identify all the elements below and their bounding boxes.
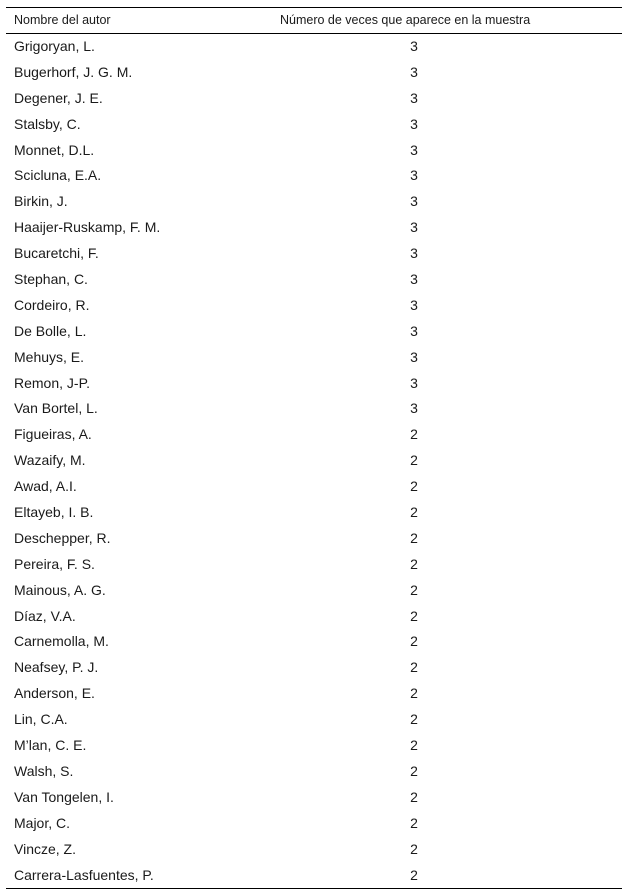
author-name: Van Tongelen, I.	[14, 788, 114, 805]
appearance-count: 3	[410, 296, 418, 313]
author-name: Mehuys, E.	[14, 348, 85, 365]
appearance-count: 3	[410, 271, 418, 288]
table-row	[6, 422, 622, 448]
author-name: Lin, C.A.	[14, 711, 68, 728]
appearance-count: 3	[410, 167, 418, 184]
table-row	[6, 319, 622, 345]
author-name: Pereira, F. S.	[14, 555, 95, 572]
table-row	[6, 811, 622, 837]
table-body	[6, 34, 622, 888]
table-row	[6, 707, 622, 733]
table-row	[6, 163, 622, 189]
table-row	[6, 448, 622, 474]
table-row	[6, 293, 622, 319]
author-name: Van Bortel, L.	[14, 400, 98, 417]
appearance-count: 3	[410, 115, 418, 132]
appearance-count: 3	[410, 245, 418, 262]
table-row	[6, 189, 622, 215]
author-name: Stalsby, C.	[14, 115, 81, 132]
appearance-count: 3	[410, 38, 418, 54]
appearance-count: 2	[410, 633, 418, 650]
header-author-name: Nombre del autor	[14, 13, 111, 27]
table-row	[6, 863, 622, 889]
author-name: Monnet, D.L.	[14, 141, 95, 158]
table-row	[6, 371, 622, 397]
appearance-count: 2	[410, 555, 418, 572]
author-name: Carnemolla, M.	[14, 633, 109, 650]
appearance-count: 3	[410, 374, 418, 391]
appearance-count: 2	[410, 685, 418, 702]
author-name: Mainous, A. G.	[14, 581, 106, 598]
table-row	[6, 681, 622, 707]
table-row	[6, 655, 622, 681]
table-row	[6, 604, 622, 630]
author-name: Díaz, V.A.	[14, 607, 76, 624]
appearance-count: 2	[410, 426, 418, 443]
author-name: Neafsey, P. J.	[14, 659, 99, 676]
table-row	[6, 578, 622, 604]
appearance-count: 2	[410, 478, 418, 495]
author-name: Degener, J. E.	[14, 89, 103, 106]
appearance-count: 2	[410, 581, 418, 598]
table-row	[6, 215, 622, 241]
appearance-count: 2	[410, 529, 418, 546]
appearance-count: 2	[410, 659, 418, 676]
author-name: Awad, A.I.	[14, 478, 77, 495]
table-row	[6, 60, 622, 86]
appearance-count: 2	[410, 607, 418, 624]
table-row	[6, 785, 622, 811]
author-name: Grigoryan, L.	[14, 38, 95, 54]
table-row	[6, 138, 622, 164]
appearance-count: 3	[410, 141, 418, 158]
author-name: Scicluna, E.A.	[14, 167, 102, 184]
table-row	[6, 552, 622, 578]
author-name: Walsh, S.	[14, 762, 74, 779]
table-row	[6, 267, 622, 293]
appearance-count: 2	[410, 711, 418, 728]
author-name: Vincze, Z.	[14, 840, 76, 857]
author-name: Remon, J-P.	[14, 374, 90, 391]
table-row	[6, 526, 622, 552]
appearance-count: 3	[410, 322, 418, 339]
appearance-count: 2	[410, 840, 418, 857]
table-row	[6, 241, 622, 267]
author-name: Bucaretchi, F.	[14, 245, 99, 262]
author-table	[6, 7, 622, 889]
author-name: Figueiras, A.	[14, 426, 92, 443]
author-name: Major, C.	[14, 814, 71, 831]
author-name: Deschepper, R.	[14, 529, 111, 546]
table-row	[6, 759, 622, 785]
author-name: Birkin, J.	[14, 193, 68, 210]
table-row	[6, 629, 622, 655]
appearance-count: 3	[410, 63, 418, 80]
author-name: Carrera-Lasfuentes, P.	[14, 866, 154, 883]
appearance-count: 2	[410, 737, 418, 754]
table-row	[6, 500, 622, 526]
table-row	[6, 34, 622, 60]
table-row	[6, 733, 622, 759]
author-name: Stephan, C.	[14, 271, 88, 288]
author-name: Bugerhorf, J. G. M.	[14, 63, 133, 80]
table-header	[6, 8, 622, 33]
appearance-count: 3	[410, 193, 418, 210]
table-row	[6, 86, 622, 112]
appearance-count: 2	[410, 762, 418, 779]
appearance-count: 3	[410, 400, 418, 417]
appearance-count: 2	[410, 788, 418, 805]
appearance-count: 3	[410, 219, 418, 236]
author-name: Haaijer-Ruskamp, F. M.	[14, 219, 161, 236]
appearance-count: 2	[410, 814, 418, 831]
author-name: Cordeiro, R.	[14, 296, 90, 313]
author-name: M’lan, C. E.	[14, 737, 87, 754]
table-row	[6, 345, 622, 371]
header-appearance-count: Número de veces que aparece en la muestra	[280, 13, 531, 27]
table-row	[6, 837, 622, 863]
appearance-count: 3	[410, 89, 418, 106]
appearance-count: 2	[410, 504, 418, 521]
author-name: Wazaify, M.	[14, 452, 86, 469]
appearance-count: 2	[410, 866, 418, 883]
author-name: Anderson, E.	[14, 685, 95, 702]
appearance-count: 3	[410, 348, 418, 365]
appearance-count: 2	[410, 452, 418, 469]
author-name: De Bolle, L.	[14, 322, 87, 339]
table-row	[6, 112, 622, 138]
table-row	[6, 474, 622, 500]
table-row	[6, 396, 622, 422]
author-name: Eltayeb, I. B.	[14, 504, 94, 521]
